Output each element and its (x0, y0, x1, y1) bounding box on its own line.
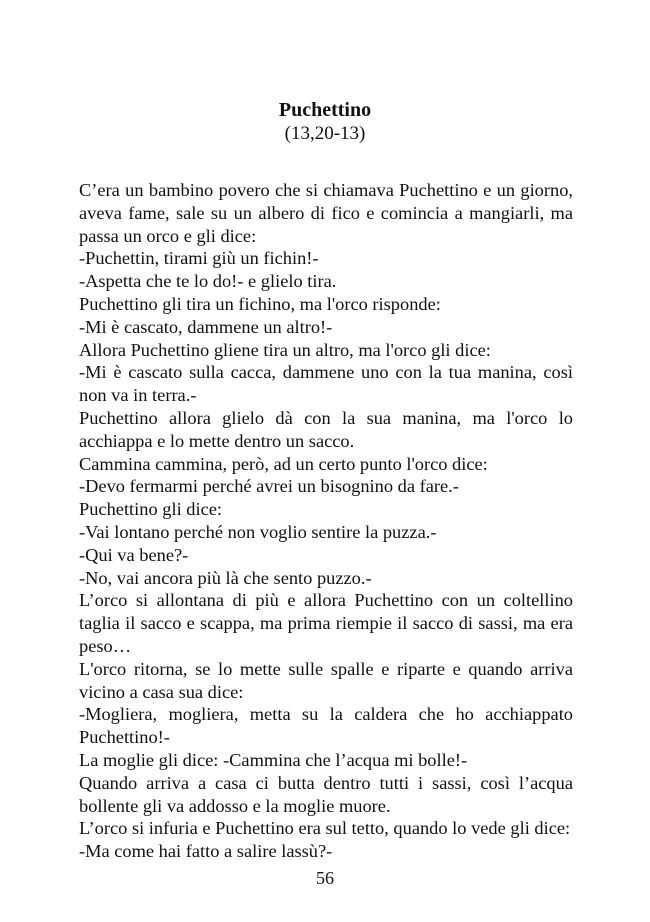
paragraph: -Ma come hai fatto a salire lassù?- (79, 841, 333, 862)
paragraph: -Mi è cascato, dammene un altro!- (79, 316, 333, 337)
paragraph: Quando arriva a casa ci butta dentro tutti i sassi, così l’acqua bollente gli va addosso e la moglie muore. (79, 772, 573, 816)
paragraph: -Puchettin, tirami giù un fichin!- (79, 248, 319, 269)
paragraph: L'orco ritorna, se lo mette sulle spalle e riparte e quando arriva vicino a casa sua dice: (79, 658, 573, 702)
paragraph: -No, vai ancora più là che sento puzzo.- (79, 567, 372, 588)
story-body (79, 179, 573, 863)
paragraph: C’era un bambino povero che si chiamava Puchettino e un giorno, aveva fame, sale su un albero di fico e comincia a mangiarli, ma passa un orco e gli dice: (79, 180, 573, 246)
paragraph: -Mogliera, mogliera, metta su la caldera che ho acchiappato Puchettino!- (79, 704, 573, 748)
story-subtitle: (13,20-13) (284, 123, 366, 144)
paragraph: Puchettino allora glielo dà con la sua manina, ma l'orco lo acchiappa e lo mette dentro un sacco. (79, 407, 573, 451)
page-number: 56 (316, 868, 334, 888)
paragraph: L’orco si allontana di più e allora Puchettino con un coltellino taglia il sacco e scappa, ma prima riempie il sacco di sassi, ma era peso… (79, 590, 573, 656)
paragraph: -Qui va bene?- (79, 544, 189, 565)
paragraph: Allora Puchettino gliene tira un altro, ma l'orco gli dice: (79, 339, 491, 360)
paragraph: La moglie gli dice: -Cammina che l’acqua mi bolle!- (79, 749, 468, 770)
story-title: Puchettino (278, 99, 372, 121)
paragraph: Cammina cammina, però, ad un certo punto l'orco dice: (79, 453, 488, 474)
paragraph: -Vai lontano perché non voglio sentire la puzza.- (79, 521, 437, 542)
paragraph: -Aspetta che te lo do!- e glielo tira. (79, 271, 337, 292)
paragraph: Puchettino gli dice: (79, 499, 223, 520)
paragraph: -Mi è cascato sulla cacca, dammene uno con la tua manina, così non va in terra.- (79, 362, 573, 406)
paragraph: L’orco si infuria e Puchettino era sul tetto, quando lo vede gli dice: (79, 818, 571, 839)
paragraph: Puchettino gli tira un fichino, ma l'orco risponde: (79, 293, 441, 314)
paragraph: -Devo fermarmi perché avrei un bisognino da fare.- (79, 476, 459, 497)
